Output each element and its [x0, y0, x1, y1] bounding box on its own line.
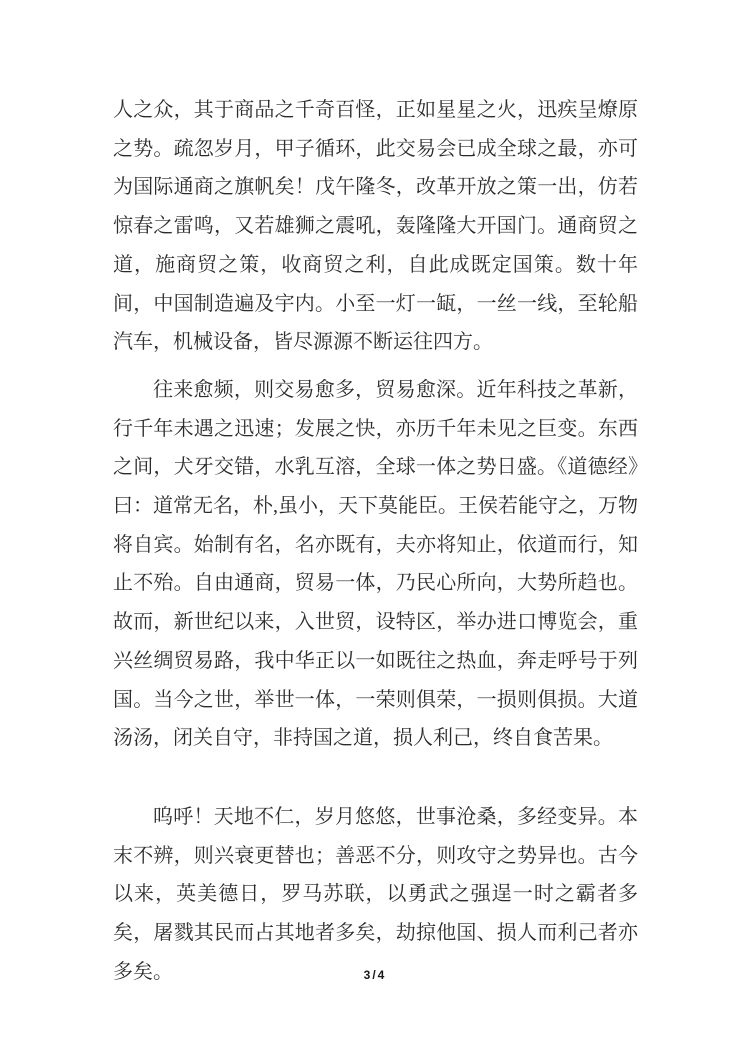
paragraph-3: 呜呼！天地不仁，岁月悠悠，世事沧桑，多经变异。本末不辨，则兴衰更替也；善恶不分，则攻守之势异也。古今以来，英美德日，罗马苏联，以勇武之强逞一时之霸者多矣，屠戮其民而占其地者多矣，劫掠他国、损人而利己者亦多矣。 — [113, 805, 638, 983]
paragraph-2: 往来愈频，则交易愈多，贸易愈深。近年科技之革新，行千年未遇之迅速；发展之快，亦历千年未见之巨变。东西之间，犬牙交错，水乳互溶，全球一体之势日盛。《道德经》曰：道常无名，朴,虽小，天下莫能臣。王侯若能守之，万物将自宾。始制有名，名亦既有，夫亦将知止，依道而行，知止不殆。自由通商，贸易一体，乃民心所向，大势所趋也。故而，新世纪以来，入世贸，设特区，举办进口博览会，重兴丝绸贸易路，我中华正以一如既往之热血，奔走呼号于列国。当今之世，举世一体，一荣则俱荣，一损则俱损。大道汤汤，闭关自守，非持国之道，损人利己，终自食苦果。 — [113, 378, 638, 750]
page-number: 3/4 — [363, 968, 387, 982]
document-body — [113, 91, 638, 991]
paragraph-1: 人之众，其于商品之千奇百怪，正如星星之火，迅疾呈燎原之势。疏忽岁月，甲子循环，此交易会已成全球之最，亦可为国际通商之旗帆矣！戊午隆冬，改革开放之策一出，仿若惊春之雷鸣，又若雄狮之震吼，轰隆隆大开国门。通商贸之道，施商贸之策，收商贸之利，自此成既定国策。数十年间，中国制造遍及宇内。小至一灯一缻，一丝一线，至轮船汽车，机械设备，皆尽源源不断运往四方。 — [113, 99, 638, 354]
